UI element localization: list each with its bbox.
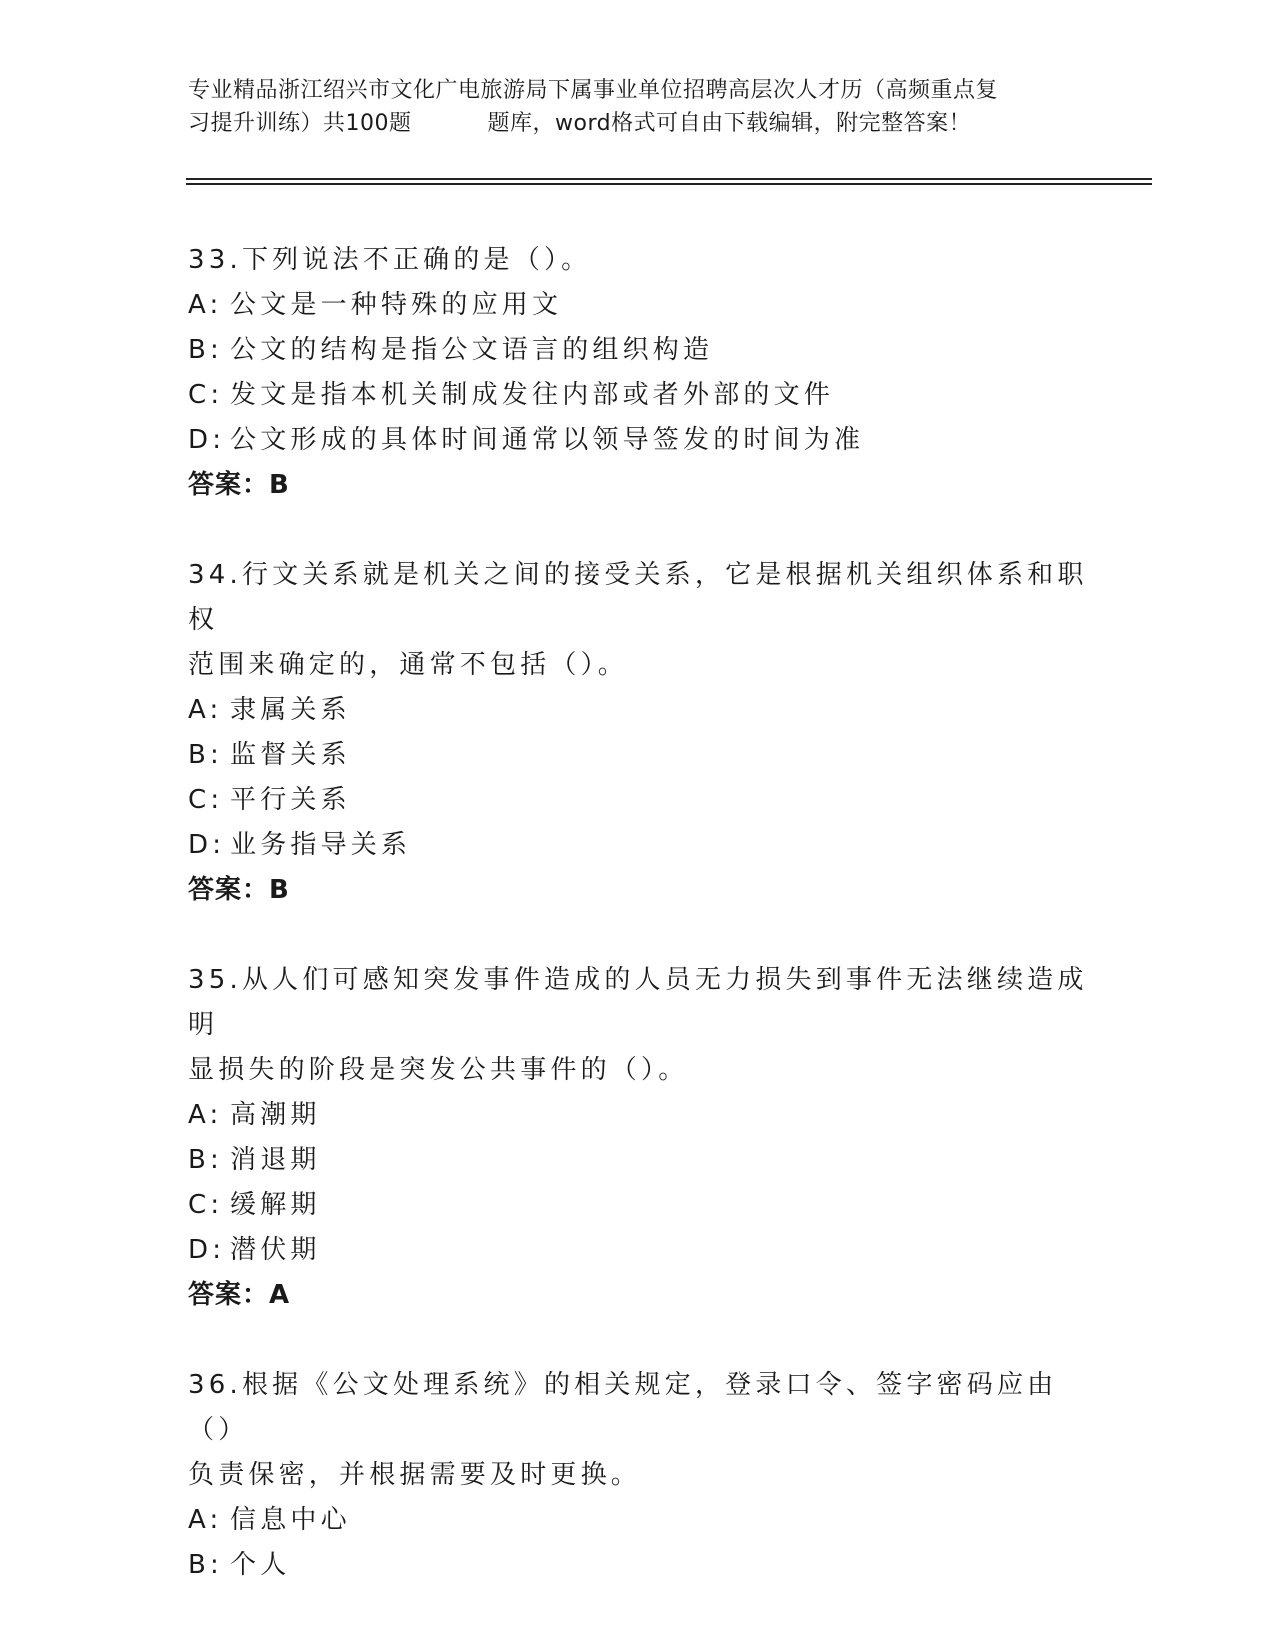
option-text: 缓解期 xyxy=(230,1190,321,1220)
option-letter: A: xyxy=(188,1100,223,1130)
option-letter: A: xyxy=(188,1505,223,1535)
option-b xyxy=(188,1543,1088,1588)
option-c xyxy=(188,373,1088,418)
question-stem xyxy=(188,1363,1088,1498)
option-text: 隶属关系 xyxy=(230,695,351,725)
question-spacer xyxy=(188,913,1088,958)
question-35 xyxy=(188,958,1088,1318)
option-letter: D: xyxy=(188,1235,226,1265)
page-header xyxy=(188,74,1088,140)
question-stem-line: 范围来确定的，通常不包括（）。 xyxy=(188,650,629,680)
option-text: 公文是一种特殊的应用文 xyxy=(230,290,563,320)
question-36 xyxy=(188,1363,1088,1588)
option-d xyxy=(188,823,1088,868)
option-text: 公文的结构是指公文语言的组织构造 xyxy=(230,335,714,365)
option-a xyxy=(188,688,1088,733)
header-title-part-1: 习提升训练）共100题 xyxy=(188,111,412,136)
question-stem xyxy=(188,958,1088,1093)
header-title-line-2 xyxy=(188,107,1088,140)
question-34 xyxy=(188,553,1088,913)
question-stem xyxy=(188,238,1088,283)
option-letter: B: xyxy=(188,1550,223,1580)
option-text: 平行关系 xyxy=(230,785,351,815)
option-b xyxy=(188,1138,1088,1183)
option-b xyxy=(188,328,1088,373)
question-stem-line: 33.下列说法不正确的是（）。 xyxy=(188,245,592,275)
option-letter: A: xyxy=(188,290,223,320)
option-text: 个人 xyxy=(230,1550,291,1580)
option-a xyxy=(188,1093,1088,1138)
header-divider-top xyxy=(186,178,1152,180)
option-c xyxy=(188,1183,1088,1228)
option-b xyxy=(188,733,1088,778)
answer-line: 答案：B xyxy=(188,470,290,500)
question-stem xyxy=(188,553,1088,688)
option-text: 信息中心 xyxy=(230,1505,351,1535)
question-spacer xyxy=(188,508,1088,553)
option-text: 业务指导关系 xyxy=(230,830,412,860)
answer-line: 答案：B xyxy=(188,875,290,905)
option-text: 公文形成的具体时间通常以领导签发的时间为准 xyxy=(230,425,865,455)
option-c xyxy=(188,778,1088,823)
option-letter: D: xyxy=(188,425,226,455)
option-text: 高潮期 xyxy=(230,1100,321,1130)
option-letter: C: xyxy=(188,1190,224,1220)
question-stem-line: 34.行文关系就是机关之间的接受关系，它是根据机关组织体系和职权 xyxy=(188,560,1088,635)
question-stem-line: 负责保密，并根据需要及时更换。 xyxy=(188,1460,642,1490)
option-letter: A: xyxy=(188,695,223,725)
option-text: 潜伏期 xyxy=(230,1235,321,1265)
option-text: 监督关系 xyxy=(230,740,351,770)
question-33 xyxy=(188,238,1088,508)
option-letter: C: xyxy=(188,380,224,410)
question-list xyxy=(188,238,1088,1588)
option-letter: D: xyxy=(188,830,226,860)
option-text: 发文是指本机关制成发往内部或者外部的文件 xyxy=(230,380,835,410)
option-letter: B: xyxy=(188,1145,223,1175)
question-stem-line: 显损失的阶段是突发公共事件的（）。 xyxy=(188,1055,689,1085)
question-stem-line: 36.根据《公文处理系统》的相关规定，登录口令、签字密码应由（） xyxy=(188,1370,1058,1445)
header-title-part-2: 题库，word格式可自由下载编辑，附完整答案！ xyxy=(487,111,972,136)
option-text: 消退期 xyxy=(230,1145,321,1175)
question-spacer xyxy=(188,1318,1088,1363)
option-letter: B: xyxy=(188,740,223,770)
option-d xyxy=(188,418,1088,463)
question-stem-line: 35.从人们可感知突发事件造成的人员无力损失到事件无法继续造成明 xyxy=(188,965,1088,1040)
option-letter: C: xyxy=(188,785,224,815)
answer-line: 答案：A xyxy=(188,1280,291,1310)
header-divider-bottom xyxy=(186,183,1152,185)
option-a xyxy=(188,283,1088,328)
header-title-line-1: 专业精品浙江绍兴市文化广电旅游局下属事业单位招聘高层次人才历（高频重点复 xyxy=(188,78,999,103)
option-d xyxy=(188,1228,1088,1273)
option-letter: B: xyxy=(188,335,223,365)
option-a xyxy=(188,1498,1088,1543)
